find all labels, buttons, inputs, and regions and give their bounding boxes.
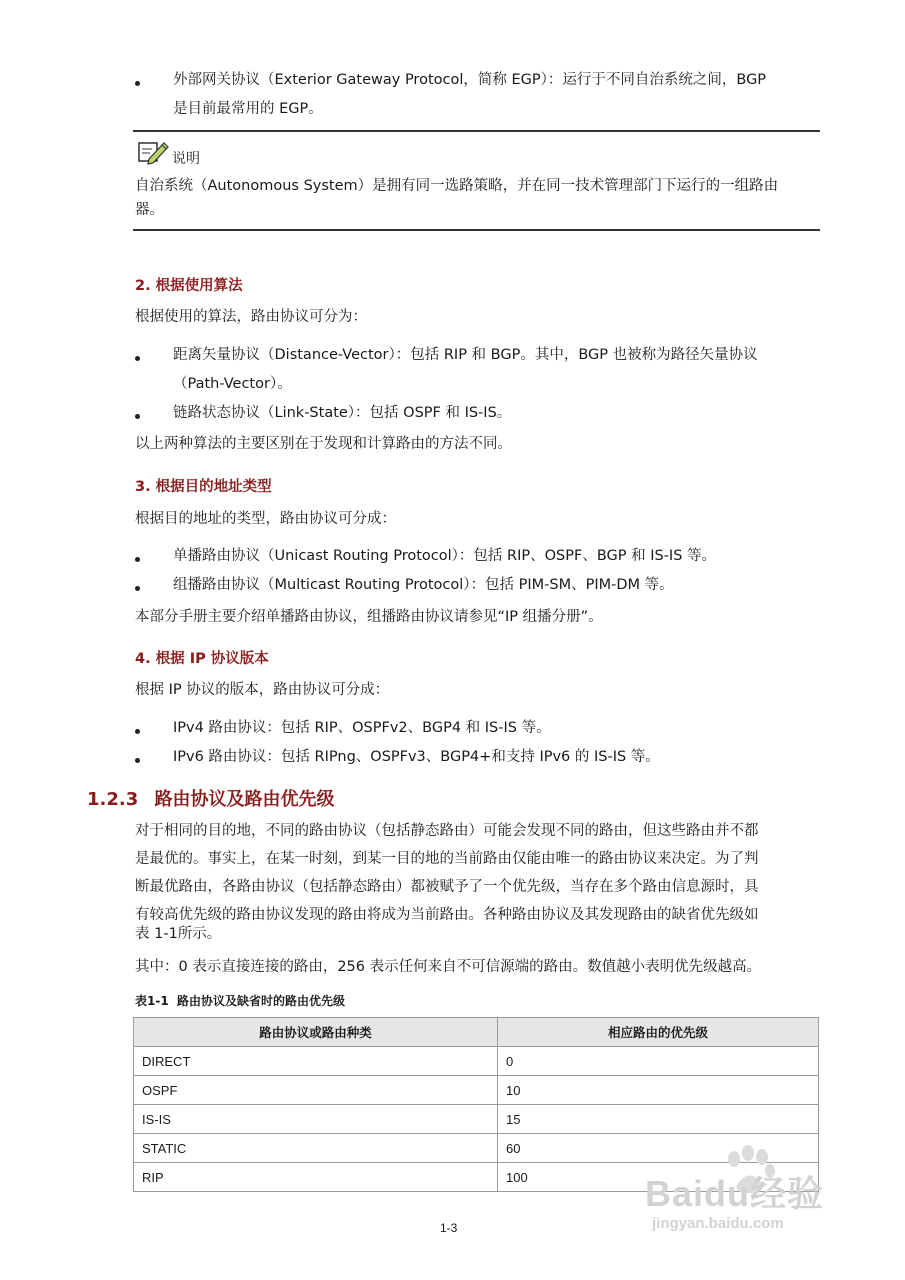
section2-bullet2: 链路状态协议（Link-State）：包括 OSPF 和 IS-IS。: [173, 405, 512, 421]
note-top-rule: [133, 130, 820, 132]
egp-bullet-line2: 是目前最常用的 EGP。: [173, 101, 323, 117]
table-header-priority: 相应路由的优先级: [498, 1018, 819, 1047]
section-1-2-3-p1-line5: 表 1-1所示。: [135, 926, 222, 942]
section2-intro: 根据使用的算法，路由协议可分为：: [135, 309, 367, 325]
table-caption: 表1-1 路由协议及缺省时的路由优先级: [135, 994, 346, 1008]
section3-heading: 3. 根据目的地址类型: [135, 479, 272, 495]
section3-bullet2: 组播路由协议（Multicast Routing Protocol）：包括 PIM-SM、PIM-DM 等。: [173, 577, 674, 593]
section3-summary: 本部分手册主要介绍单播路由协议，组播路由协议请参见“IP 组播分册”。: [135, 609, 603, 625]
section4-intro: 根据 IP 协议的版本，路由协议可分成：: [135, 682, 390, 698]
section2-summary: 以上两种算法的主要区别在于发现和计算路由的方法不同。: [135, 436, 512, 452]
section-1-2-3-heading: [87, 785, 335, 811]
watermark-logo: Baidu经验: [645, 1173, 825, 1214]
section-1-2-3-p1-line2: 是最优的。事实上，在某一时刻，到某一目的地的当前路由仅能由唯一的路由协议来决定。为了判: [135, 851, 759, 867]
section2-heading: 2. 根据使用算法: [135, 278, 243, 294]
section3-intro: 根据目的地址的类型，路由协议可分成：: [135, 511, 396, 527]
note-title: 说明: [172, 151, 200, 167]
table-cell-priority: 100: [498, 1163, 819, 1192]
bullet-dot: [135, 729, 140, 734]
table-cell-priority: 15: [498, 1105, 819, 1134]
table-cell-priority: 10: [498, 1076, 819, 1105]
table-cell-protocol: DIRECT: [134, 1047, 498, 1076]
note-line2: 器。: [135, 202, 164, 218]
table-row: [134, 1076, 819, 1105]
bullet-dot: [135, 586, 140, 591]
bullet-dot: [135, 81, 140, 86]
table-header-row: [134, 1018, 819, 1047]
bullet-dot: [135, 557, 140, 562]
note-bottom-rule: [133, 229, 820, 231]
section4-heading: 4. 根据 IP 协议版本: [135, 651, 269, 667]
section-1-2-3-p1-line4: 有较高优先级的路由协议发现的路由将成为当前路由。各种路由协议及其发现路由的缺省优先级如: [135, 907, 759, 923]
bullet-dot: [135, 414, 140, 419]
section-1-2-3-p1-line3: 断最优路由，各路由协议（包括静态路由）都被赋予了一个优先级，当存在多个路由信息源时，具: [135, 879, 759, 895]
table-row: [134, 1134, 819, 1163]
table-row: [134, 1105, 819, 1134]
page-number: 1-3: [440, 1221, 458, 1235]
section-1-2-3-p2: 其中：0 表示直接连接的路由，256 表示任何来自不可信源端的路由。数值越小表明优先级越高。: [135, 959, 762, 975]
note-line1: 自治系统（Autonomous System）是拥有同一选路策略，并在同一技术管理部门下运行的一组路由: [135, 178, 779, 194]
watermark-url: jingyan.baidu.com: [652, 1215, 784, 1232]
section4-bullet1: IPv4 路由协议：包括 RIP、OSPFv2、BGP4 和 IS-IS 等。: [173, 720, 551, 736]
section2-bullet1-line2: （Path-Vector）。: [173, 376, 292, 392]
table-cell-priority: 0: [498, 1047, 819, 1076]
section-number: 1.2.3: [87, 789, 139, 810]
bullet-dot: [135, 356, 140, 361]
table-cell-protocol: RIP: [134, 1163, 498, 1192]
section-1-2-3-p1-line1: 对于相同的目的地，不同的路由协议（包括静态路由）可能会发现不同的路由，但这些路由并不都: [135, 823, 759, 839]
section4-bullet2: IPv6 路由协议：包括 RIPng、OSPFv3、BGP4+和支持 IPv6 的 IS-IS 等。: [173, 749, 660, 765]
egp-bullet-line1: 外部网关协议（Exterior Gateway Protocol，简称 EGP）：运行于不同自治系统之间，BGP: [173, 72, 767, 88]
table-row: [134, 1047, 819, 1076]
bullet-dot: [135, 758, 140, 763]
section-title: 路由协议及路由优先级: [154, 789, 335, 810]
table-header-protocol: 路由协议或路由种类: [134, 1018, 498, 1047]
pencil-note-icon: [137, 139, 169, 169]
section3-bullet1: 单播路由协议（Unicast Routing Protocol）：包括 RIP、OSPF、BGP 和 IS-IS 等。: [173, 548, 717, 564]
table-cell-protocol: IS-IS: [134, 1105, 498, 1134]
table-cell-priority: 60: [498, 1134, 819, 1163]
table-cell-protocol: OSPF: [134, 1076, 498, 1105]
section2-bullet1-line1: 距离矢量协议（Distance-Vector）：包括 RIP 和 BGP。其中，BGP 也被称为路径矢量协议: [173, 347, 758, 363]
table-cell-protocol: STATIC: [134, 1134, 498, 1163]
